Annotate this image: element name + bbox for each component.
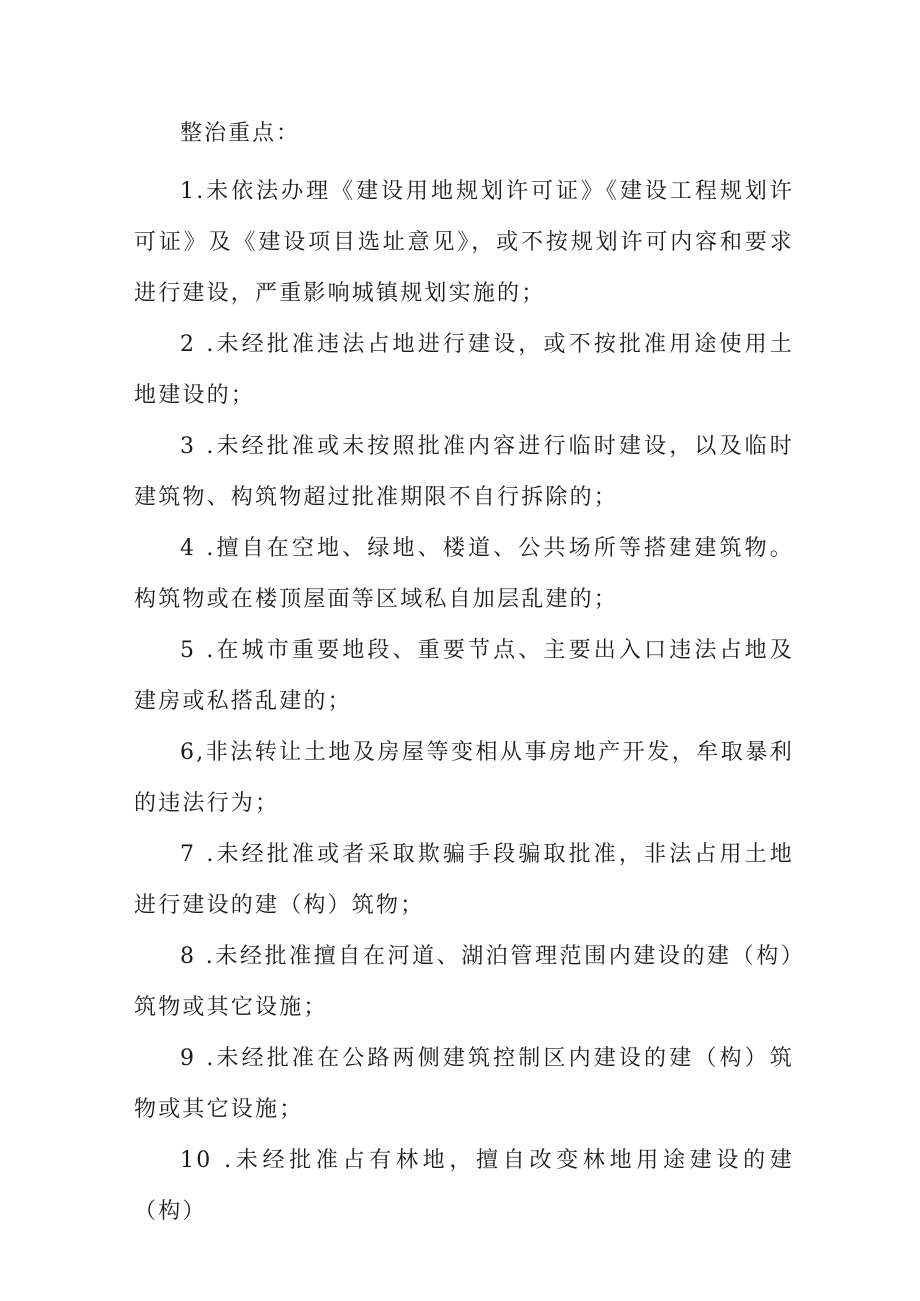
- list-item-2: 2 .未经批准违法占地进行建设，或不按批准用途使用土地建设的；: [134, 332, 794, 408]
- list-item-6: 6,非法转让土地及房屋等变相从事房地产开发，牟取暴利的违法行为；: [134, 740, 794, 816]
- section-heading: 整治重点：: [180, 121, 301, 146]
- list-item-1: 1.未依法办理《建设用地规划许可证》《建设工程规划许可证》及《建设项目选址意见》，或不按规划许可内容和要求进行建设，严重影响城镇规划实施的；: [134, 179, 794, 306]
- list-item-10: 10 .未经批准占有林地，擅自改变林地用途建设的建（构）: [134, 1148, 794, 1224]
- item-list: [134, 166, 794, 1237]
- list-item-7: 7 .未经批准或者采取欺骗手段骗取批准，非法占用土地进行建设的建（构）筑物；: [134, 842, 794, 918]
- list-item-5: 5 .在城市重要地段、重要节点、主要出入口违法占地及建房或私搭乱建的；: [134, 638, 794, 714]
- list-item-4: 4 .擅自在空地、绿地、楼道、公共场所等搭建建筑物。构筑物或在楼顶屋面等区域私自加层乱建的；: [134, 536, 794, 612]
- list-item-3: 3 .未经批准或未按照批准内容进行临时建设，以及临时建筑物、构筑物超过批准期限不自行拆除的；: [134, 434, 794, 510]
- list-item-8: 8 .未经批准擅自在河道、湖泊管理范围内建设的建（构）筑物或其它设施；: [134, 944, 794, 1020]
- list-item-9: 9 .未经批准在公路两侧建筑控制区内建设的建（构）筑物或其它设施；: [134, 1046, 794, 1122]
